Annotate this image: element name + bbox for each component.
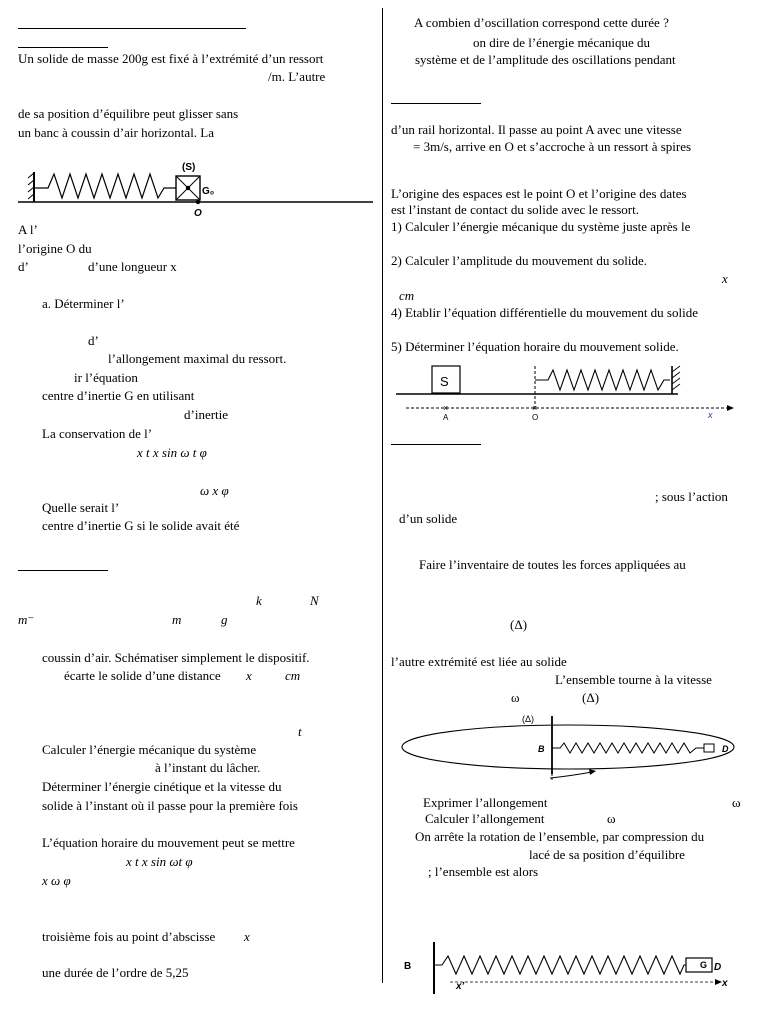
ex2-text-line: Déterminer l’énergie cinétique et la vitesse du (42, 779, 282, 794)
ex2-text-line: Calculer l’énergie mécanique du système (42, 742, 257, 757)
exercise-title-rule (18, 570, 108, 571)
spring (34, 174, 176, 198)
rail-spring-figure (396, 360, 740, 426)
wall-hatch (672, 366, 680, 390)
solid-block (686, 958, 712, 972)
ex3-question: 2) Calculer l’amplitude du mouvement du solide. (391, 253, 647, 268)
ex1-text-line: ir l’équation (74, 370, 138, 385)
column-divider (382, 8, 383, 983)
ex2-text-line: troisième fois au point d’abscisse (42, 929, 216, 944)
x-axis-arrow (715, 979, 722, 985)
ex1-equation: x t x sin ω t φ (137, 445, 207, 460)
delta-label: (Δ) (522, 714, 535, 724)
ex1-text-line: centre d’inertie G si le solide avait été (42, 518, 240, 533)
ex3-text-line: est l’instant de contact du solide avec le ressort. (391, 202, 640, 217)
point-a-label: A (443, 413, 449, 422)
ex2-text-line: L’équation horaire du mouvement peut se mettre (42, 835, 295, 850)
rotating-spring-figure (400, 710, 752, 784)
b-label: B (538, 744, 545, 754)
ex2-symbol: N (310, 593, 319, 608)
compressed-spring-figure (400, 938, 752, 994)
rotation-ellipse (402, 725, 734, 769)
solid-s-label: S (440, 374, 449, 389)
ex4-text-line: Faire l’inventaire de toutes les forces appliquées au (419, 557, 686, 572)
ex1-text-line: d’ (88, 333, 99, 348)
ex3-text-line: L’origine des espaces est le point O et l’origine des dates (391, 186, 687, 201)
ex2-symbol: x (244, 929, 250, 944)
ex3-text-line: d’un rail horizontal. Il passe au point A avec une vitesse (391, 122, 682, 137)
ex2-equation: x ω φ (42, 873, 71, 888)
right-top-text-line: A combien d’oscillation correspond cette durée ? (414, 15, 669, 30)
ex2-text-line: à l’instant du lâcher. (155, 760, 261, 775)
ex3-text-line: = 3m/s, arrive en O et s’accroche à un ressort à spires (413, 139, 692, 154)
ex1-text-line: Quelle serait l’ (42, 500, 120, 515)
ex1-text-line: d’inertie (184, 407, 229, 422)
ex4-omega: ω (732, 795, 741, 810)
exercise-title-rule (391, 444, 481, 445)
center-of-mass-dot (186, 186, 190, 190)
ex1-text-line: de sa position d’équilibre peut glisser sans (18, 106, 239, 121)
spring (535, 370, 670, 390)
ex2-text-line: solide à l’instant où il passe pour la première fois (42, 798, 298, 813)
spring (434, 956, 686, 974)
ex1-text-line: La conservation de l’ (42, 426, 153, 441)
section-title-rule (18, 28, 246, 29)
ex2-symbol: x (246, 668, 252, 683)
exercise-title-rule (391, 103, 481, 104)
g0-label: G₀ (202, 186, 215, 197)
ex2-symbol: g (221, 612, 228, 627)
ex2-text-line: écarte le solide d’une distance (64, 668, 221, 683)
right-top-text-line: système et de l’amplitude des oscillations pendant (415, 52, 676, 67)
ex1-text-line: l’origine O du (18, 241, 92, 256)
x-label: x (722, 978, 728, 989)
origin-label: O (194, 208, 202, 219)
ex3-question: 4) Etablir l’équation différentielle du mouvement du solide (391, 305, 698, 320)
x-prime-label: x’ (456, 981, 465, 992)
ex1-text-line: Un solide de masse 200g est fixé à l’extrémité d’un ressort (18, 51, 324, 66)
ex1-text-line: A l’ (18, 222, 38, 237)
ex3-symbol: x (722, 271, 728, 286)
point-a-mark: × (443, 403, 449, 413)
d-label: D (714, 962, 722, 973)
ex1-text-line: d’ (18, 259, 29, 274)
d-label: D (722, 744, 729, 754)
spring (552, 743, 704, 753)
ex1-text-line: /m. L’autre (268, 69, 326, 84)
rotation-arrow (550, 772, 592, 778)
ex4-text-line: On arrête la rotation de l’ensemble, par compression du (415, 829, 705, 844)
ex4-text-line: d’un solide (399, 511, 458, 526)
ex4-axis-label: (Δ) (510, 617, 528, 632)
ex3-question: 1) Calculer l’énergie mécanique du système juste après le (391, 219, 691, 234)
ex1-equation: ω x φ (200, 483, 229, 498)
ex4-axis-label: (Δ) (582, 690, 600, 705)
ex2-equation: x t x sin ωt φ (126, 854, 193, 869)
exercise-title-rule (18, 47, 108, 48)
ex3-symbol: cm (399, 288, 415, 303)
right-top-text-line: on dire de l’énergie mécanique du (473, 35, 650, 50)
ex4-text-line: l’autre extrémité est liée au solide (391, 654, 567, 669)
solid-label: (S) (182, 162, 196, 173)
ex1-text-line: un banc à coussin d’air horizontal. La (18, 125, 215, 140)
origin-dot (196, 200, 200, 204)
ex1-text-line: l’allongement maximal du ressort. (108, 351, 287, 366)
ex4-omega: ω (607, 811, 616, 826)
ex2-text-line: coussin d’air. Schématiser simplement le dispositif. (42, 650, 310, 665)
ex2-symbol: t (298, 724, 302, 739)
x-axis-label: x (708, 410, 713, 420)
ex2-symbol: m⁻ (18, 612, 35, 627)
ex4-omega: ω (511, 690, 520, 705)
ex4-text-line: Exprimer l’allongement (423, 795, 548, 810)
point-o-mark: × (532, 403, 538, 413)
ex2-symbol: cm (285, 668, 301, 683)
spring-solid-figure (18, 158, 378, 220)
ex2-symbol: k (256, 593, 262, 608)
ex1-question-a: a. Déterminer l’ (42, 296, 125, 311)
ex3-question: 5) Déterminer l’équation horaire du mouvement solide. (391, 339, 679, 354)
ex1-text-line: d’une longueur x (88, 259, 177, 274)
ex4-text-line: ; l’ensemble est alors (428, 864, 539, 879)
point-o-label: O (532, 413, 539, 422)
ex1-text-line: centre d’inertie G en utilisant (42, 388, 195, 403)
ex4-text-line: L’ensemble tourne à la vitesse (555, 672, 712, 687)
x-axis-arrow (727, 405, 734, 411)
b-label: B (404, 961, 412, 972)
ex4-text-line: lacé de sa position d’équilibre (529, 847, 685, 862)
ex2-symbol: m (172, 612, 182, 627)
g-label: G (700, 960, 708, 970)
ex4-text-line: Calculer l’allongement (425, 811, 545, 826)
ex4-text-line: ; sous l’action (655, 489, 728, 504)
ex2-text-line: une durée de l’ordre de 5,25 (42, 965, 189, 980)
solid-d-block (704, 744, 714, 752)
rotation-arrowhead (589, 769, 596, 775)
